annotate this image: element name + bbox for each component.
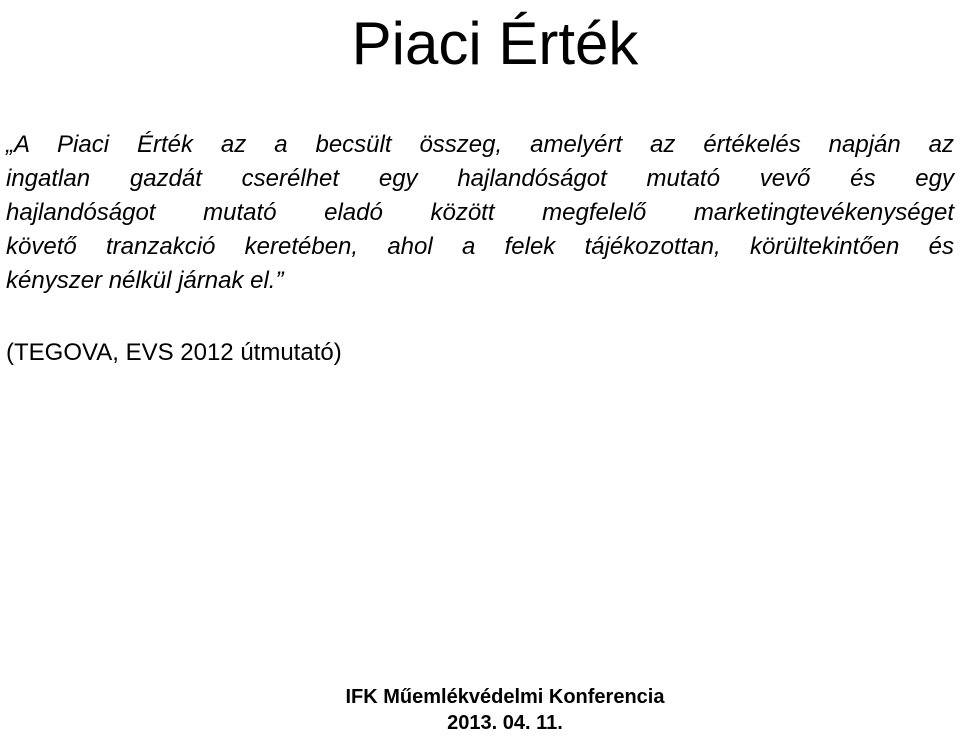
quote-line: hajlandóságot mutató eladó között megfelelő marketingtevékenységet xyxy=(6,199,954,226)
slide-title: Piaci Érték xyxy=(351,10,639,77)
footer xyxy=(0,684,960,736)
quote-line: „A Piaci Érték az a becsült összeg, amelyért az értékelés napján az xyxy=(6,131,954,158)
footer-date: 2013. 04. 11. xyxy=(447,712,563,734)
quote-line: követő tranzakció keretében, ahol a felek tájékozottan, körültekintően és xyxy=(6,233,954,260)
definition-quote xyxy=(6,128,954,298)
quote-source: (TEGOVA, EVS 2012 útmutató) xyxy=(6,339,342,366)
quote-line: kényszer nélkül járnak el.” xyxy=(6,267,284,294)
quote-line: ingatlan gazdát cserélhet egy hajlandóságot mutató vevő és egy xyxy=(6,165,954,192)
footer-conference: IFK Műemlékvédelmi Konferencia xyxy=(345,686,665,708)
